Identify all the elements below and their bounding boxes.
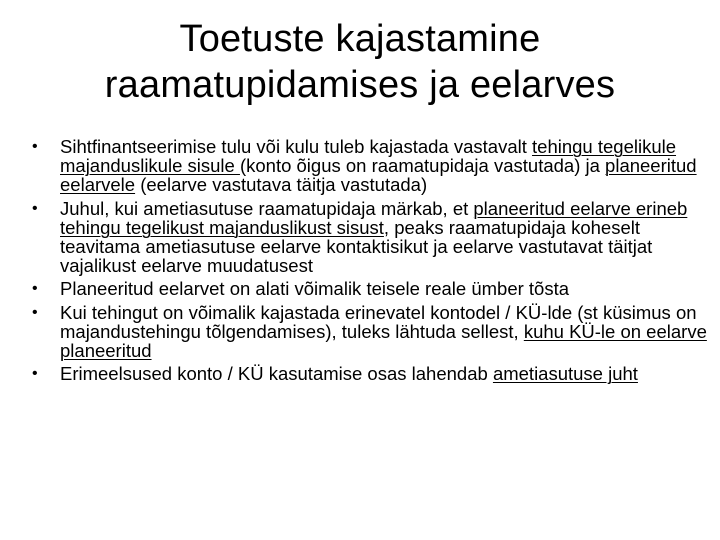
bullet-dot-icon: •	[32, 303, 38, 321]
underlined-text-segment: kuhu KÜ-le on eelarve	[523, 320, 707, 342]
bullet-text-segment: , peaks raamatupidaja koheselt teavitama ametiasutuse eelarve kontaktisikut ja eelarve vastutavat täitjat vajalikust eelarve muudatusest	[60, 216, 653, 277]
bullet-text-segment: Juhul, kui ametiasutuse raamatupidaja märkab, et	[60, 197, 474, 219]
underlined-text-segment: planeeritud eelarve erineb tehingu tegelikust majanduslikust sisust	[60, 197, 688, 238]
bullet-text	[60, 363, 638, 384]
bullet-text	[60, 302, 707, 361]
bullet-dot-icon: •	[32, 138, 38, 155]
bullet-text-segment: Sihtfinantseerimise tulu või kulu tuleb kajastada vastavalt	[60, 136, 533, 157]
underlined-text-segment: planeeritud	[60, 340, 152, 362]
underlined-text-segment: tehingu tegelikule majanduslikule sisule	[60, 136, 677, 177]
bullet-item	[30, 364, 714, 383]
underlined-text-segment: ametiasutuse juht	[492, 363, 638, 385]
bullet-list	[30, 137, 714, 387]
bullet-text-segment: Planeeritud eelarvet on alati võimalik teisele reale ümber tõsta	[60, 278, 570, 300]
bullet-item	[30, 279, 714, 298]
bullet-text-segment: (konto õigus on raamatupidaja vastutada) ja	[239, 155, 606, 177]
bullet-text	[60, 278, 569, 299]
bullet-item	[30, 303, 714, 361]
slide-title-line-1: Toetuste kajastamine	[179, 18, 541, 60]
bullet-item	[30, 137, 714, 195]
bullet-text-segment: Kui tehingut on võimalik kajastada erinevatel kontodel / KÜ-lde (st küsimus on majandustehingu tõlgendamises), tuleks lähtuda sellest,	[60, 301, 697, 342]
bullet-text-segment: (eelarve vastutava täitja vastutada)	[135, 174, 428, 196]
bullet-dot-icon: •	[32, 199, 38, 217]
underlined-text-segment: planeeritud eelarvele	[60, 155, 697, 196]
slide-title-line-2: raamatupidamises ja eelarves	[104, 64, 616, 106]
bullet-item	[30, 199, 714, 276]
bullet-text	[60, 136, 697, 195]
bullet-text-segment: Erimeelsused konto / KÜ kasutamise osas lahendab	[60, 363, 493, 385]
bullet-text	[60, 198, 687, 277]
bullet-dot-icon: •	[32, 280, 38, 298]
bullet-dot-icon: •	[32, 365, 38, 383]
slide-title	[40, 16, 680, 108]
